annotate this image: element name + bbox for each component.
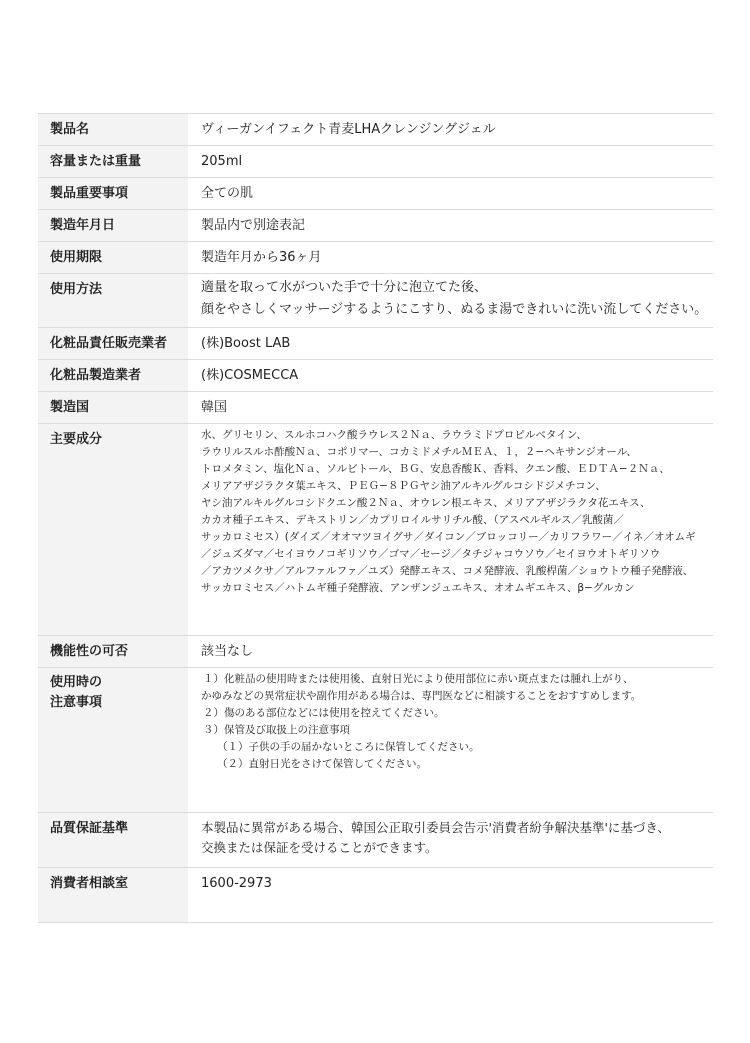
label-caution <box>38 668 188 813</box>
label-seller: 化粧品責任販売業者 <box>38 328 188 360</box>
usage-line: 適量を取って水がついた手で十分に泡立てた後、 <box>201 280 488 295</box>
row-ingredients <box>38 424 713 636</box>
value-volume: 205ml <box>201 154 243 169</box>
ingredient-line: 水、グリセリン、スルホコハク酸ラウレス２Ｎａ、ラウラミドプロピルベタイン、 <box>201 429 587 441</box>
value-seller: (株)Boost LAB <box>201 336 291 351</box>
ingredient-line: ヤシ油アルキルグルコシドクエン酸２Ｎａ、オウレン根エキス、メリアアザジラクタ花エキス、 <box>201 497 651 509</box>
row-usage <box>38 274 713 328</box>
quality-line: 交換または保証を受けることができます。 <box>201 840 438 855</box>
row-product-name <box>38 114 713 146</box>
label-maker: 化粧品製造業者 <box>38 360 188 392</box>
ingredient-line: メリアアザジラクタ葉エキス、ＰＥＧ−８ＰＧヤシ油アルキルグルコシドジメチコン、 <box>201 480 606 492</box>
value-country: 韓国 <box>201 400 228 415</box>
row-volume <box>38 146 713 178</box>
label-quality: 品質保証基準 <box>38 813 188 868</box>
row-maker <box>38 360 713 392</box>
usage-line: 顔をやさしくマッサージするようにこすり、ぬるま湯できれいに洗い流してください。 <box>201 302 708 317</box>
label-functional: 機能性の可否 <box>38 636 188 668</box>
value-quality <box>188 813 713 868</box>
label-product-name: 製品名 <box>38 114 188 146</box>
product-info-table <box>38 113 713 923</box>
value-usage <box>188 274 713 328</box>
caution-label-line: 使用時の <box>50 675 103 690</box>
row-quality <box>38 813 713 868</box>
caution-line: （１）子供の手の届かないところに保管してください。 <box>217 741 480 753</box>
caution-line: １）化粧品の使用時または使用後、直射日光により使用部位に赤い斑点または腫れ上がり、 <box>203 673 634 685</box>
caution-line: ２）傷のある部位などには使用を控えてください。 <box>203 707 445 719</box>
row-spec <box>38 178 713 210</box>
label-volume: 容量または重量 <box>38 146 188 178</box>
ingredient-line: ／ジュズダマ／セイヨウノコギリソウ／ゴマ／セージ／タチジャコウソウ／セイヨウオトギリソウ <box>201 548 661 560</box>
row-country <box>38 392 713 424</box>
label-contact: 消費者相談室 <box>38 868 188 923</box>
row-seller <box>38 328 713 360</box>
caution-line: （２）直射日光をさけて保管してください。 <box>217 758 427 770</box>
value-mfg-date: 製品内で別途表記 <box>201 218 306 233</box>
ingredient-line: サッカロミセス／ハトムギ種子発酵液、アンザンジュエキス、オオムギエキス、β−グルカン <box>201 582 635 594</box>
value-functional: 該当なし <box>201 644 254 659</box>
row-mfg-date <box>38 210 713 242</box>
row-caution <box>38 668 713 813</box>
ingredient-line: カカオ種子エキス、デキストリン／カプリロイルサリチル酸、（アスペルギルス／乳酸菌／ <box>201 514 624 526</box>
label-country: 製造国 <box>38 392 188 424</box>
value-product-name: ヴィーガンイフェクト青麦LHAクレンジングジェル <box>201 122 496 137</box>
value-maker: (株)COSMECCA <box>201 368 299 383</box>
ingredient-line: ラウリルスルホ酢酸Ｎａ、コポリマー、コカミドメチルＭＥＡ、１，２−ヘキサンジオール、 <box>201 446 637 458</box>
label-mfg-date: 製造年月日 <box>38 210 188 242</box>
label-ingredients: 主要成分 <box>38 424 188 636</box>
label-expiry: 使用期限 <box>38 242 188 274</box>
caution-line: かゆみなどの異常症状や副作用がある場合は、専門医などに相談することをおすすめします。 <box>201 690 642 702</box>
caution-line: ３）保管及び取扱上の注意事項 <box>203 724 350 736</box>
row-functional <box>38 636 713 668</box>
caution-label-line: 注意事項 <box>50 695 103 710</box>
ingredient-line: サッカロミセス）(ダイズ／オオマツヨイグサ／ダイコン／ブロッコリー／カリフラワー／イネ／オオムギ <box>201 531 696 543</box>
label-spec: 製品重要事項 <box>38 178 188 210</box>
ingredient-line: トロメタミン、塩化Ｎａ、ソルビトール、ＢＧ、安息香酸Ｋ、香料、クエン酸、ＥＤＴＡ−２Ｎａ、 <box>201 463 670 475</box>
ingredient-line: ／アカツメクサ／アルファルファ／ユズ）発酵エキス、コメ発酵液、乳酸桿菌／ショウトウ種子発酵液、 <box>201 565 694 577</box>
row-expiry <box>38 242 713 274</box>
value-contact: 1600-2973 <box>201 876 272 891</box>
quality-line: 本製品に異常がある場合、韓国公正取引委員会告示'消費者紛争解決基準'に基づき、 <box>201 820 670 835</box>
label-usage: 使用方法 <box>38 274 188 328</box>
product-info-sheet <box>38 113 713 923</box>
value-spec: 全ての肌 <box>201 186 254 201</box>
value-expiry: 製造年月から36ヶ月 <box>201 250 322 265</box>
value-ingredients <box>188 424 713 636</box>
row-contact <box>38 868 713 923</box>
value-caution <box>188 668 713 813</box>
